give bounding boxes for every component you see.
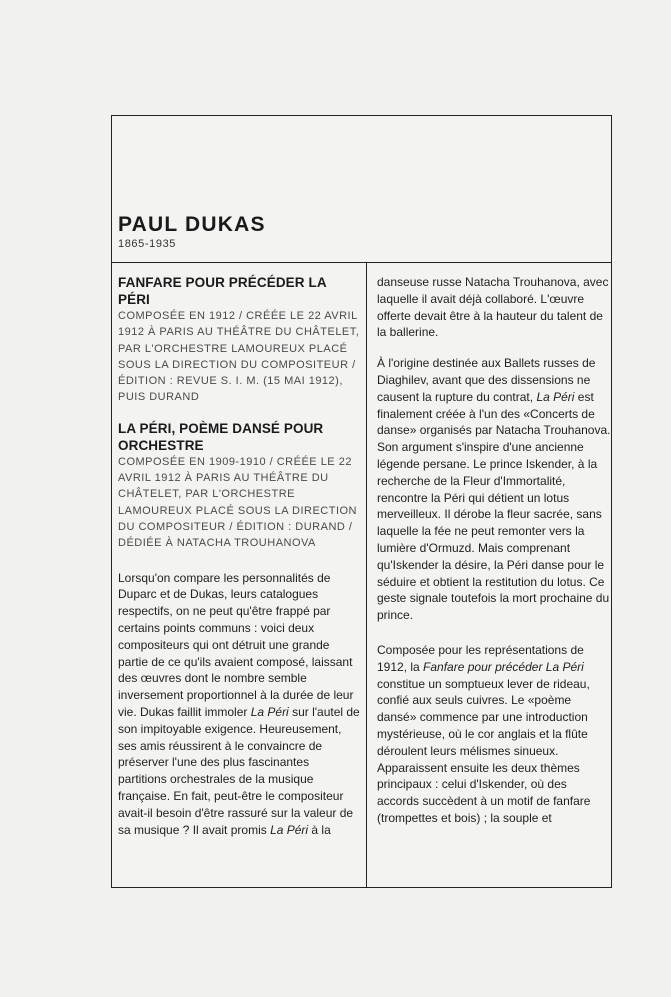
composer-header <box>118 213 598 251</box>
left-column <box>118 274 360 838</box>
composer-dates: 1865-1935 <box>118 238 177 250</box>
header-divider <box>112 262 611 263</box>
column-divider <box>366 262 367 887</box>
right-paragraph-3: Composée pour les représentations de 1912, la Fanfare pour précéder La Péri constitue un somptueux lever de rideau, confié aux seuls cuivres. Le «poème dansé» commence par une introduction mystérieuse, où le cor anglais et la flûte déroulent leurs mélismes sinueux. Apparaissent ensuite les deux thèmes principaux : celui d'Iskender, où des accords succèdent à un motif de fanfare (trompettes et bois) ; la souple et <box>377 642 591 825</box>
work-title-la-peri: LA PÉRI, POÈME DANSÉ POUR ORCHESTRE <box>118 420 324 453</box>
composer-name: PAUL DUKAS <box>118 213 266 236</box>
work-details-fanfare: COMPOSÉE EN 1912 / CRÉÉE LE 22 AVRIL 1912 À PARIS AU THÉÂTRE DU CHÂTELET, PAR L'ORCHESTRE LAMOUREUX PLACÉ SOUS LA DIRECTION DU COMPOSITEUR / ÉDITION : REVUE S. I. M. (15 MAI 1912), PUIS DURAND <box>118 310 360 404</box>
right-column <box>377 274 611 827</box>
work-title-fanfare: FANFARE POUR PRÉCÉDER LA PÉRI <box>118 275 327 307</box>
work-details-la-peri: COMPOSÉE EN 1909-1910 / CRÉÉE LE 22 AVRIL 1912 À PARIS AU THÉÂTRE DU CHÂTELET, PAR L'ORCHESTRE LAMOUREUX PLACÉ SOUS LA DIRECTION DU COMPOSITEUR / ÉDITION : DURAND / DÉDIÉE À NATACHA TROUHANOVA <box>118 455 357 550</box>
right-paragraph-2: À l'origine destinée aux Ballets russes de Diaghilev, avant que des dissensions ne causent la rupture du contrat, La Péri est finalement créée à l'un des «Concerts de danse» organisés par Natacha Trouhanova. Son argument s'inspire d'une ancienne légende persane. Le prince Iskender, à la recherche de la Fleur d'Immortalité, rencontre la Péri qui détient un lotus merveilleux. Il dérobe la fleur sacrée, sans laquelle la fée ne peut remonter vers la lumière d'Ormuzd. Mais comprenant qu'Iskender la désire, la Péri danse pour le séduire et obtient la restitution du lotus. Ce geste signale toutefois la mort prochaine du prince. <box>377 356 611 623</box>
right-paragraph-1: danseuse russe Natacha Trouhanova, avec laquelle il avait déjà collaboré. L'œuvre offerte devait être à la hauteur du talent de la ballerine. <box>377 275 609 340</box>
program-page <box>111 115 612 888</box>
left-body-paragraph: Lorsqu'on compare les personnalités de Duparc et de Dukas, leurs catalogues respectifs, on ne peut qu'être frappé par certains points communs : voici deux compositeurs qui ont détruit une grande partie de ce qu'ils avaient composé, laissant des œuvres dont le nombre semble inversement proportionnel à la durée de leur vie. Dukas faillit immoler La Péri sur l'autel de son impitoyable exigence. Heureusement, ses amis réussirent à le convaincre de préserver l'une des plus fascinantes partitions orchestrales de la musique française. En fait, peut-être le compositeur avait-il besoin d'être rassuré sur la valeur de sa musique ? Il avait promis La Péri à la <box>118 570 360 837</box>
